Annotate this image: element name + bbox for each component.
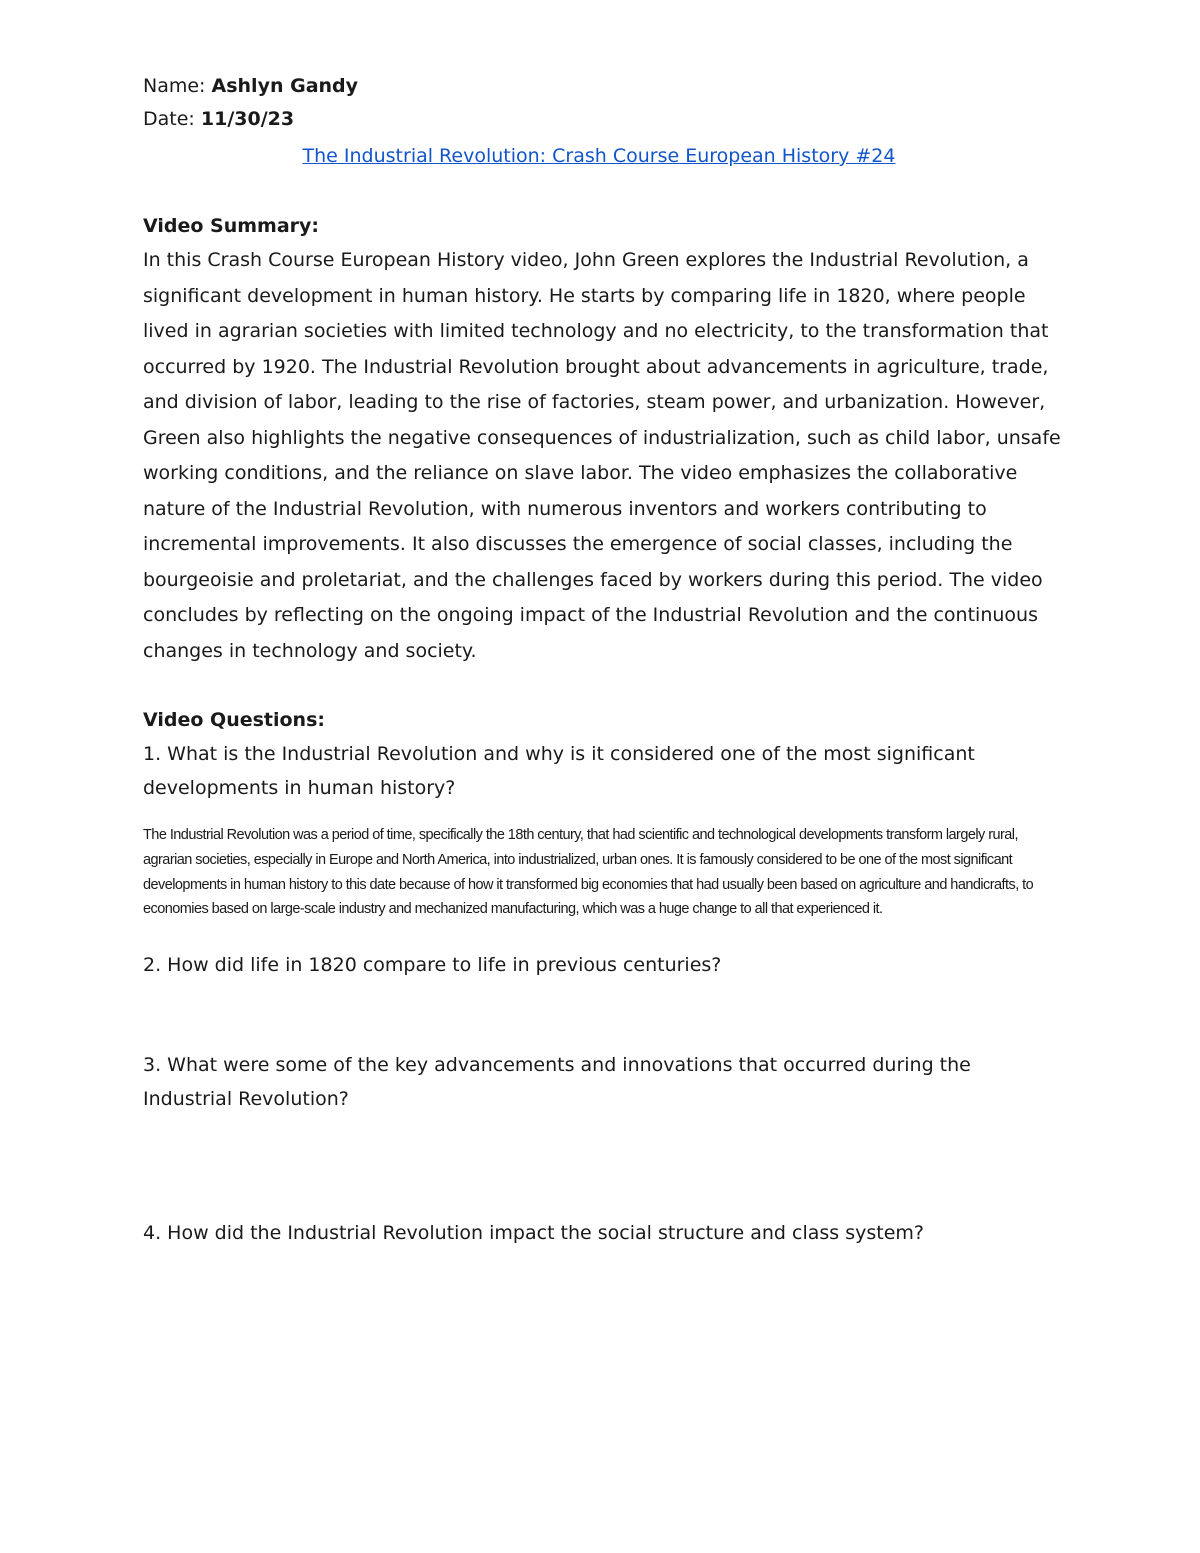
document-page — [143, 70, 1063, 1250]
name-label: Name: — [143, 75, 206, 97]
question-1: 1. What is the Industrial Revolution and why is it considered one of the most significant developments in human history? — [143, 743, 975, 799]
summary-text: In this Crash Course European History video, John Green explores the Industrial Revolution, a significant development in human history. He starts by comparing life in 1820, where people lived in agrarian societies with limited technology and no electricity, to the transformation that occurred by 1920. The Industrial Revolution brought about advancements in agriculture, trade, and division of labor, leading to the rise of factories, steam power, and urbanization. However, Green also highlights the negative consequences of industrialization, such as child labor, unsafe working conditions, and the reliance on slave labor. The video emphasizes the collaborative nature of the Industrial Revolution, with numerous inventors and workers contributing to incremental improvements. It also discusses the emergence of social classes, including the bourgeoisie and proletariat, and the challenges faced by workers during this period. The video concludes by reflecting on the ongoing impact of the Industrial Revolution and the continuous changes in technology and society. — [143, 249, 1061, 662]
student-name: Ashlyn Gandy — [211, 75, 359, 97]
answer-1: The Industrial Revolution was a period of time, specifically the 18th century, that had scientific and technological developments transform largely rural, agrarian societies, especially in Europe and North America, into industrialized, urban ones. It is famously considered to be one of the most significant developments in human history to this date because of how it transformed big economies that had usually been based on agriculture and handicrafts, to economies based on large-scale industry and mechanized manufacturing, which was a huge change to all that experienced it. — [143, 827, 1034, 918]
name-line — [143, 70, 1063, 103]
summary-heading: Video Summary: — [143, 215, 320, 237]
date-label: Date: — [143, 108, 195, 130]
questions-heading: Video Questions: — [143, 709, 325, 731]
date-value: 11/30/23 — [200, 108, 295, 130]
question-2: 2. How did life in 1820 compare to life in previous centuries? — [143, 954, 722, 977]
question-4: 4. How did the Industrial Revolution impact the social structure and class system? — [143, 1222, 925, 1245]
question-3: 3. What were some of the key advancements and innovations that occurred during the Industrial Revolution? — [143, 1054, 971, 1111]
video-title-link[interactable]: The Industrial Revolution: Crash Course European History #24 — [302, 145, 896, 167]
date-line — [143, 103, 1063, 136]
